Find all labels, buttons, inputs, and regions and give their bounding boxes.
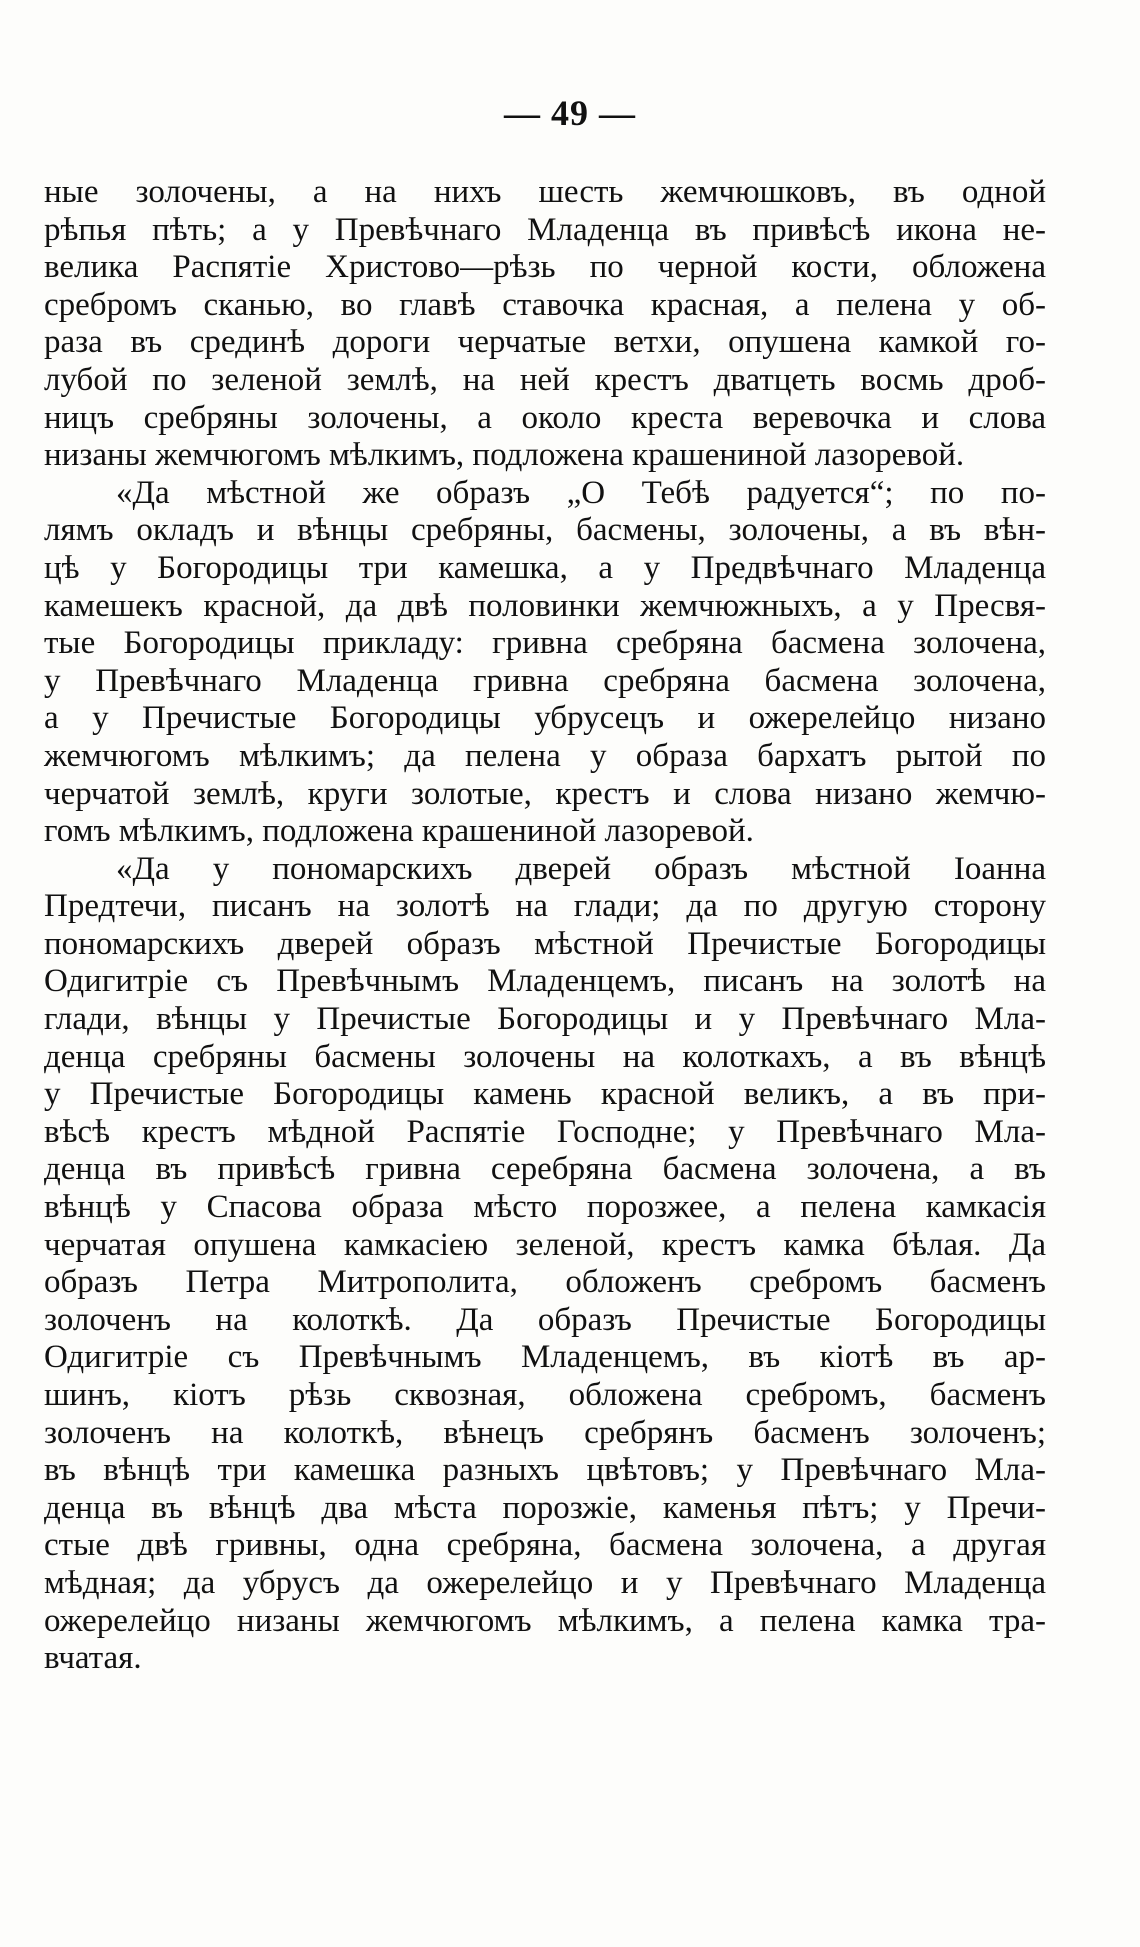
text-line: Одигитріе съ Превѣчнымъ Младенцемъ, писанъ на золотѣ на (44, 963, 1046, 1000)
text-line: лубой по зеленой землѣ, на ней крестъ дватцеть восмь дроб- (44, 361, 1046, 398)
text-line: денца въ привѣсѣ гривна серебряна басмена золочена, а въ (44, 1151, 1046, 1188)
text-line: образъ Петра Митрополита, обложенъ сребромъ басменъ (44, 1264, 1046, 1301)
text-line: черчатая опушена камкасіею зеленой, крестъ камка бѣлая. Да (44, 1226, 1046, 1263)
text-line: Одигитріе съ Превѣчнымъ Младенцемъ, въ кіотѣ въ ар- (44, 1339, 1046, 1376)
text-line: сребромъ сканью, во главѣ ставочка красная, а пелена у об- (44, 286, 1046, 323)
text-line: денца въ вѣнцѣ два мѣста порозжіе, каменья пѣтъ; у Пречи- (44, 1489, 1046, 1526)
text-line: гомъ мѣлкимъ, подложена крашениной лазоревой. (44, 813, 754, 850)
text-line: пономарскихъ дверей образъ мѣстной Пречистые Богородицы (44, 925, 1046, 962)
text-line: велика Распятіе Христово—рѣзь по черной кости, обложена (44, 249, 1046, 286)
text-line: вѣнцѣ у Спасова образа мѣсто порозжее, а пелена камкасія (44, 1189, 1046, 1226)
text-line: въ вѣнцѣ три камешка разныхъ цвѣтовъ; у Превѣчнаго Мла- (44, 1452, 1046, 1489)
text-line: у Превѣчнаго Младенца гривна сребряна басмена золочена, (44, 662, 1046, 699)
text-line: глади, вѣнцы у Пречистые Богородицы и у Превѣчнаго Мла- (44, 1001, 1046, 1038)
text-line: черчатой землѣ, круги золотые, крестъ и слова низано жемчю- (44, 775, 1046, 812)
page-number: — 49 — (504, 93, 636, 133)
text-line: «Да мѣстной же образъ „О Тебѣ радуется“; по по- (116, 474, 1046, 511)
text-line: ожерелейцо низаны жемчюгомъ мѣлкимъ, а пелена камка тра- (44, 1602, 1046, 1639)
text-line: стые двѣ гривны, одна сребряна, басмена золочена, а другая (44, 1527, 1046, 1564)
text-line: вчатая. (44, 1640, 142, 1677)
text-line: Предтечи, писанъ на золотѣ на глади; да по другую сторону (44, 888, 1046, 925)
text-line: а у Пречистые Богородицы убрусецъ и ожерелейцо низано (44, 700, 1046, 737)
text-line: низаны жемчюгомъ мѣлкимъ, подложена крашениной лазоревой. (44, 437, 965, 474)
text-line: раза въ срединѣ дороги черчатые ветхи, опушена камкой го- (44, 324, 1046, 361)
text-line: денца сребряны басмены золочены на колоткахъ, а въ вѣнцѣ (44, 1038, 1046, 1075)
text-line: камешекъ красной, да двѣ половинки жемчюжныхъ, а у Пресвя- (44, 587, 1046, 624)
text-line: ницъ сребряны золочены, а около креста веревочка и слова (44, 399, 1046, 436)
text-line: вѣсѣ крестъ мѣдной Распятіе Господне; у Превѣчнаго Мла- (44, 1113, 1046, 1150)
text-line: шинъ, кіотъ рѣзь сквозная, обложена сребромъ, басменъ (44, 1377, 1046, 1413)
text-line: ные золочены, а на нихъ шесть жемчюшковъ, въ одной (44, 174, 1046, 210)
text-line: рѣпья пѣть; а у Превѣчнаго Младенца въ привѣсѣ икона не- (44, 211, 1046, 248)
text-line: тые Богородицы прикладу: гривна сребряна басмена золочена, (44, 625, 1046, 662)
body-text (44, 174, 1046, 1678)
text-line: жемчюгомъ мѣлкимъ; да пелена у образа бархатъ рытой по (44, 737, 1046, 774)
text-line: золоченъ на колоткѣ. Да образъ Пречистые Богородицы (44, 1301, 1046, 1338)
text-line: цѣ у Богородицы три камешка, а у Предвѣчнаго Младенца (44, 549, 1046, 586)
text-line: «Да у пономарскихъ дверей образъ мѣстной Іоанна (116, 850, 1046, 887)
text-line: лямъ окладъ и вѣнцы сребряны, басмены, золочены, а въ вѣн- (44, 512, 1046, 549)
text-line: мѣдная; да убрусъ да ожерелейцо и у Превѣчнаго Младенца (44, 1564, 1046, 1601)
text-line: золоченъ на колоткѣ, вѣнецъ сребрянъ басменъ золоченъ; (44, 1414, 1046, 1451)
text-line: у Пречистые Богородицы камень красной великъ, а въ при- (44, 1076, 1046, 1113)
